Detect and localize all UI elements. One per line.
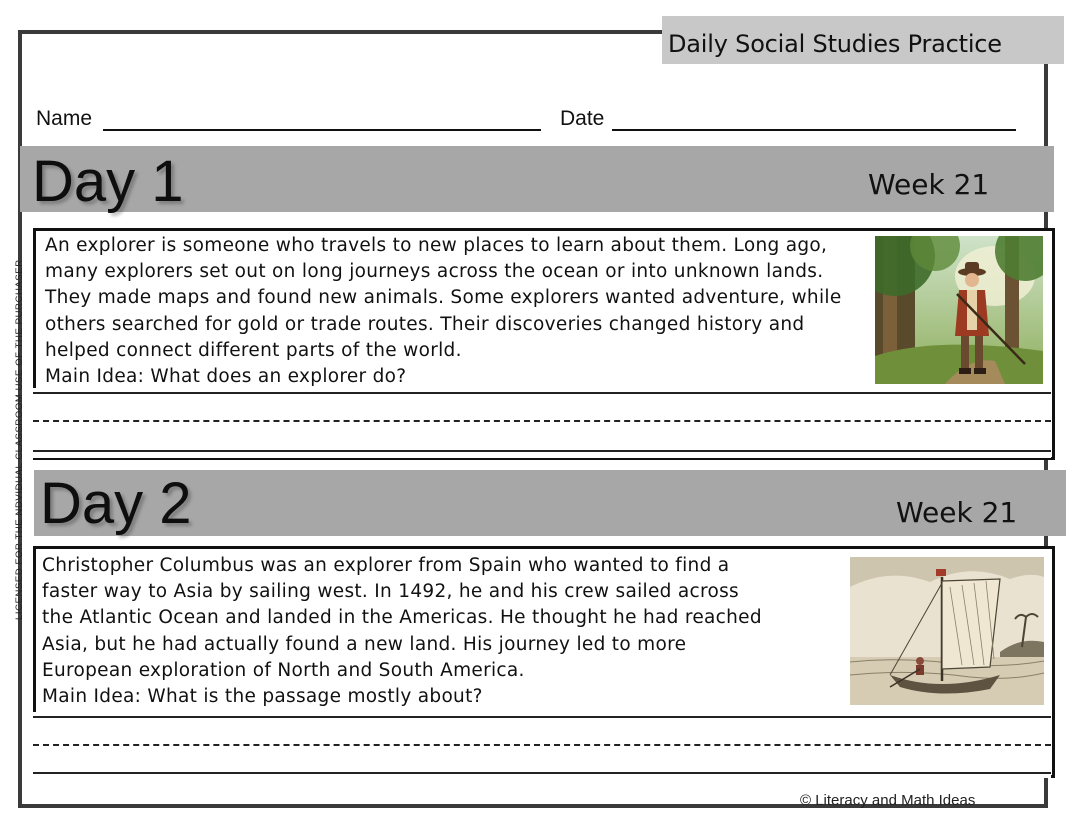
day-2-question: Main Idea: What is the passage mostly about? [42,686,483,708]
day-2-answer-lines[interactable] [33,712,1051,778]
day-1-banner [20,146,1054,212]
name-label: Name [36,107,93,130]
answer-line-top [33,392,1051,394]
passage-line: European exploration of North and South America. [42,659,525,681]
day-2-banner [34,470,1066,536]
passage-line: An explorer is someone who travels to new places to learn about them. Long ago, [45,235,828,256]
passage-line: helped connect different parts of the world. [45,339,462,361]
explorer-in-forest-illustration-icon [875,236,1043,384]
day-2-title: Day 2 [40,471,192,536]
answer-line-bottom [33,772,1051,774]
day-2-week: Week 21 [896,496,1018,529]
day-1-passage [45,233,875,390]
license-notice: LICENSED FOR THE NDVIDUAL CLASSROOM USE OF THE PURCHASER [14,259,25,620]
answer-line-dashed [33,420,1051,422]
passage-line: faster way to Asia by sailing west. In 1492, he and his crew sailed across [42,581,739,603]
day-1-answer-lines[interactable] [33,388,1051,458]
day-2-passage [42,553,832,710]
passage-line: Asia, but he had actually found a new land. His journey led to more [42,633,687,655]
name-field[interactable] [103,129,541,131]
header-banner [662,16,1064,64]
day-1-question: Main Idea: What does an explorer do? [45,366,407,388]
answer-line-dashed [33,744,1051,746]
copyright-notice: © Literacy and Math Ideas [800,792,976,809]
answer-line-top [33,716,1051,718]
passage-line: Christopher Columbus was an explorer from Spain who wanted to find a [42,555,730,576]
date-field[interactable] [612,129,1016,131]
date-label: Date [560,107,605,130]
passage-line: many explorers set out on long journeys across the ocean or into unknown lands. [45,261,824,283]
passage-line: others searched for gold or trade routes. Their discoveries changed history and [45,313,805,335]
page-title: Daily Social Studies Practice [668,30,1002,58]
day-1-title: Day 1 [32,149,184,214]
passage-line: They made maps and found new animals. Some explorers wanted adventure, while [45,287,842,309]
sailing-ship-sketch-illustration-icon [850,557,1044,705]
answer-line-bottom [33,450,1051,452]
passage-line: the Atlantic Ocean and landed in the Americas. He thought he had reached [42,607,762,629]
day-1-week: Week 21 [868,168,990,201]
